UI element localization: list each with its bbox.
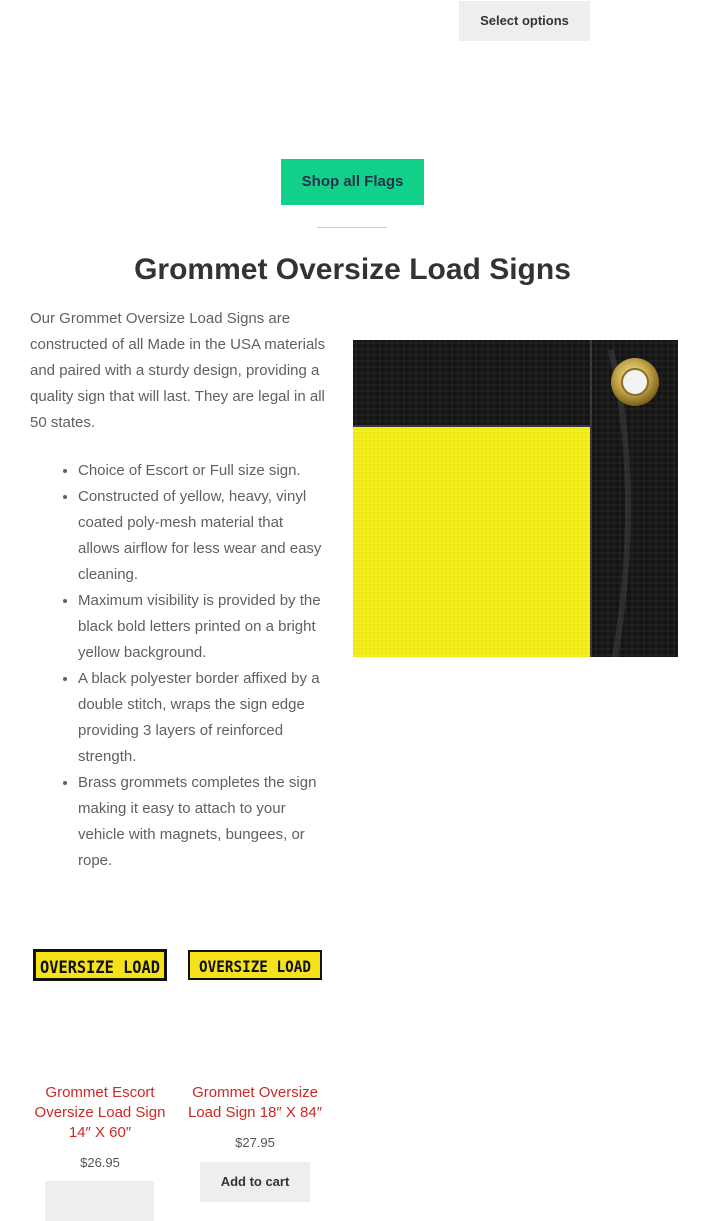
shop-all-flags-button[interactable]: Shop all Flags	[281, 159, 424, 205]
product-card[interactable]	[185, 925, 325, 1150]
product-name-link[interactable]: Grommet Oversize Load Sign 18″ X 84″	[187, 1084, 323, 1121]
feature-item: • Constructed of yellow, heavy, vinyl coated poly-mesh material that allows airflow for less wear and easy cleaning.	[78, 484, 326, 588]
feature-item: • Brass grommets completes the sign making it easy to attach to your vehicle with magnets, bungees, or rope.	[78, 770, 326, 874]
product-name-link[interactable]: Grommet Escort Oversize Load Sign 14″ X 60″	[34, 1084, 166, 1141]
feature-item: • Maximum visibility is provided by the black bold letters printed on a bright yellow background.	[78, 588, 326, 666]
feature-list	[30, 458, 326, 874]
add-to-cart-button[interactable]	[45, 1181, 154, 1221]
oversize-load-sign-thumbnail[interactable]	[30, 925, 170, 1005]
product-price: $27.95	[235, 1135, 275, 1150]
feature-item: • A black polyester border affixed by a double stitch, wraps the sign edge providing 3 layers of reinforced strength.	[78, 666, 326, 770]
section-intro: Our Grommet Oversize Load Signs are constructed of all Made in the USA materials and paired with a sturdy design, providing a quality sign that will last. They are legal in all 50 states.	[30, 310, 326, 431]
grommet-sign-closeup-image	[353, 340, 678, 657]
feature-item: • Choice of Escort or Full size sign.	[78, 458, 326, 484]
sign-text: OVERSIZE LOAD	[40, 958, 160, 978]
oversize-load-sign-thumbnail[interactable]	[185, 925, 325, 1005]
section-title: Grommet Oversize Load Signs	[134, 253, 571, 286]
product-card[interactable]	[30, 925, 170, 1170]
select-options-button[interactable]: Select options	[459, 1, 590, 41]
product-price: $26.95	[80, 1155, 120, 1170]
section-divider	[317, 227, 387, 228]
add-to-cart-button[interactable]: Add to cart	[200, 1162, 310, 1202]
sign-text: OVERSIZE LOAD	[199, 957, 311, 976]
